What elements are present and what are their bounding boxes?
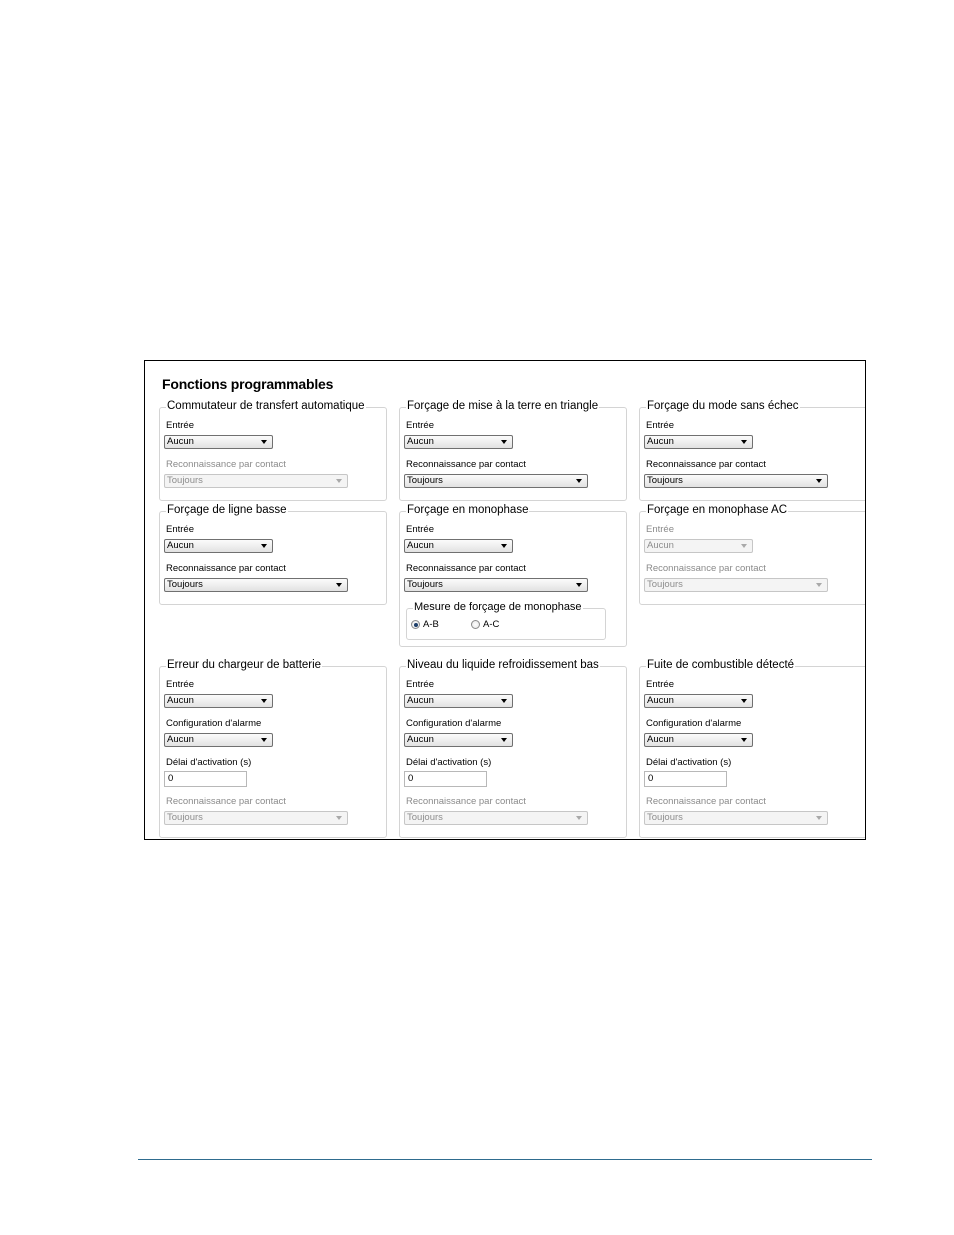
group-fuel-title: Fuite de combustible détecté [647,659,795,671]
monophase-entree-value: Aucun [407,540,434,551]
fuel-entree-select[interactable] [644,694,753,708]
entree-label: Entrée [166,420,194,431]
group-battery [159,659,387,838]
contact-label: Reconnaissance par contact [646,459,766,470]
failsafe-entree-select[interactable] [644,435,753,449]
contact-label: Reconnaissance par contact [406,796,526,807]
chevron-down-icon [576,816,582,820]
group-monophase-ac [639,504,866,605]
battery-entree-value: Aucun [167,695,194,706]
group-monophase-title: Forçage en monophase [407,504,529,516]
ground-entree-select[interactable] [404,435,513,449]
fuel-contact-select [644,811,828,825]
contact-label: Reconnaissance par contact [166,796,286,807]
lowline-contact-value: Toujours [167,579,203,590]
measure-subgroup [406,601,606,640]
chevron-down-icon [501,544,507,548]
battery-contact-select [164,811,348,825]
coolant-alarm-value: Aucun [407,734,434,745]
radio-a-c[interactable] [471,620,480,629]
fuel-contact-value: Toujours [647,812,683,823]
battery-alarm-select[interactable] [164,733,273,747]
group-monophase-ac-title: Forçage en monophase AC [647,504,788,516]
contact-label: Reconnaissance par contact [406,563,526,574]
chevron-down-icon [816,816,822,820]
lowline-entree-value: Aucun [167,540,194,551]
chevron-down-icon [741,699,747,703]
entree-label: Entrée [406,679,434,690]
group-failsafe-title: Forçage du mode sans échec [647,400,799,412]
group-coolant-title: Niveau du liquide refroidissement bas [407,659,599,671]
ground-entree-value: Aucun [407,436,434,447]
battery-delay-input[interactable]: 0 [164,771,247,787]
contact-label: Reconnaissance par contact [646,563,766,574]
footer-divider [138,1159,872,1160]
monophase-ac-contact-value: Toujours [647,579,683,590]
group-fuel [639,659,866,838]
group-lowline [159,504,387,605]
group-battery-title: Erreur du chargeur de batterie [167,659,322,671]
coolant-entree-value: Aucun [407,695,434,706]
chevron-down-icon [576,479,582,483]
chevron-down-icon [336,816,342,820]
coolant-entree-select[interactable] [404,694,513,708]
chevron-down-icon [501,440,507,444]
failsafe-entree-value: Aucun [647,436,674,447]
delay-label: Délai d'activation (s) [406,757,492,768]
monophase-ac-entree-value: Aucun [647,540,674,551]
entree-label: Entrée [406,420,434,431]
contact-label: Reconnaissance par contact [166,563,286,574]
ats-contact-select [164,474,348,488]
chevron-down-icon [576,583,582,587]
group-lowline-title: Forçage de ligne basse [167,504,287,516]
contact-label: Reconnaissance par contact [166,459,286,470]
chevron-down-icon [261,699,267,703]
radio-a-c-label: A-C [483,619,500,630]
ground-contact-select[interactable] [404,474,588,488]
contact-label: Reconnaissance par contact [406,459,526,470]
chevron-down-icon [741,738,747,742]
chevron-down-icon [261,738,267,742]
lowline-contact-select[interactable] [164,578,348,592]
entree-label: Entrée [406,524,434,535]
entree-label: Entrée [166,524,194,535]
alarm-label: Configuration d'alarme [646,718,742,729]
monophase-ac-contact-select [644,578,828,592]
chevron-down-icon [261,440,267,444]
battery-entree-select[interactable] [164,694,273,708]
chevron-down-icon [501,738,507,742]
ground-contact-value: Toujours [407,475,443,486]
chevron-down-icon [741,440,747,444]
group-ats-title: Commutateur de transfert automatique [167,400,365,412]
entree-label: Entrée [646,524,674,535]
coolant-contact-value: Toujours [407,812,443,823]
battery-alarm-value: Aucun [167,734,194,745]
fuel-delay-input[interactable]: 0 [644,771,727,787]
contact-label: Reconnaissance par contact [646,796,766,807]
radio-a-b[interactable] [411,620,420,629]
fuel-alarm-select[interactable] [644,733,753,747]
delay-label: Délai d'activation (s) [166,757,252,768]
coolant-delay-input[interactable]: 0 [404,771,487,787]
chevron-down-icon [336,479,342,483]
monophase-entree-select[interactable] [404,539,513,553]
coolant-contact-select [404,811,588,825]
panel-title: Fonctions programmables [162,376,334,392]
chevron-down-icon [261,544,267,548]
group-ats [159,400,387,501]
radio-a-b-label: A-B [423,619,439,630]
group-monophase [399,504,627,647]
chevron-down-icon [816,479,822,483]
entree-label: Entrée [646,679,674,690]
measure-subgroup-title: Mesure de forçage de monophase [414,601,582,613]
chevron-down-icon [501,699,507,703]
chevron-down-icon [336,583,342,587]
battery-contact-value: Toujours [167,812,203,823]
monophase-ac-entree-select [644,539,753,553]
delay-label: Délai d'activation (s) [646,757,732,768]
ats-contact-value: Toujours [167,475,203,486]
group-failsafe [639,400,866,501]
lowline-entree-select[interactable] [164,539,273,553]
ats-entree-select[interactable] [164,435,273,449]
failsafe-contact-select[interactable] [644,474,828,488]
monophase-contact-select[interactable] [404,578,588,592]
chevron-down-icon [741,544,747,548]
alarm-label: Configuration d'alarme [406,718,502,729]
failsafe-contact-value: Toujours [647,475,683,486]
group-ground [399,400,627,501]
programmable-functions-panel [144,360,866,840]
entree-label: Entrée [166,679,194,690]
monophase-contact-value: Toujours [407,579,443,590]
group-coolant [399,659,627,838]
chevron-down-icon [816,583,822,587]
alarm-label: Configuration d'alarme [166,718,262,729]
entree-label: Entrée [646,420,674,431]
ats-entree-value: Aucun [167,436,194,447]
coolant-alarm-select[interactable] [404,733,513,747]
fuel-entree-value: Aucun [647,695,674,706]
fuel-alarm-value: Aucun [647,734,674,745]
group-ground-title: Forçage de mise à la terre en triangle [407,400,599,412]
